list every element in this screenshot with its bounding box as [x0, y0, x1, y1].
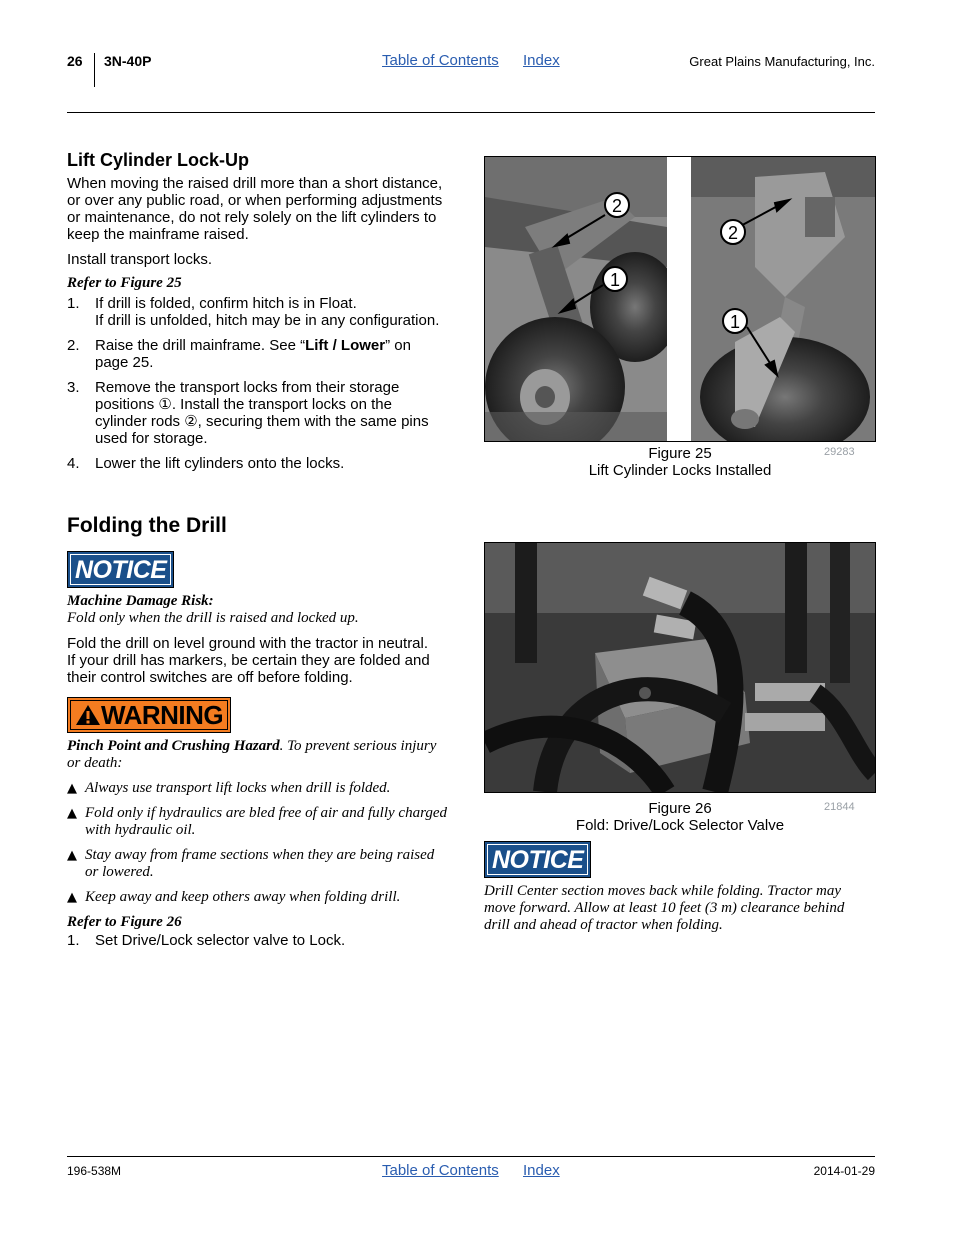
- step-line: page 25.: [95, 354, 154, 371]
- warning-triangle-icon: [75, 704, 101, 726]
- figure-25-id: 29283: [824, 446, 855, 458]
- step-number: 2.: [67, 337, 80, 354]
- figure-title: Fold: Drive/Lock Selector Valve: [575, 817, 785, 834]
- hazard-text-2: or death:: [67, 755, 123, 771]
- notice-line: move forward. Allow at least 10 feet (3 m) clearance behind: [484, 900, 845, 916]
- callout-1: 1: [729, 312, 741, 332]
- fold-body-line: If your drill has markers, be certain they are folded and: [67, 652, 430, 669]
- toc-link[interactable]: Table of Contents: [382, 52, 499, 69]
- bullet-triangle-icon: ▲: [67, 806, 77, 821]
- notice-line: Drill Center section moves back while folding. Tractor may: [484, 883, 842, 899]
- step-line: If drill is folded, confirm hitch is in Float.: [95, 295, 357, 312]
- bullet-triangle-icon: ▲: [67, 781, 77, 796]
- bullet-line: Fold only if hydraulics are bled free of air and fully charged: [85, 805, 448, 821]
- doc-number: 196-538M: [67, 1164, 122, 1178]
- fold-body-line: their control switches are off before folding.: [67, 669, 353, 686]
- model-name: 3N-40P: [104, 53, 152, 69]
- index-link[interactable]: Index: [523, 52, 560, 69]
- step-number: 3.: [67, 379, 80, 396]
- step-line: cylinder rods ②, securing them with the same pins: [95, 413, 429, 430]
- step-number: 1.: [67, 932, 80, 949]
- footer-rule: [67, 1156, 875, 1157]
- footer-toc-link[interactable]: Table of Contents: [382, 1162, 499, 1179]
- bullet-line: Always use transport lift locks when drill is folded.: [85, 780, 391, 796]
- hazard-text: [67, 738, 467, 772]
- notice-label: [67, 551, 174, 588]
- header-rule: [67, 112, 875, 113]
- bullet-line: or lowered.: [85, 864, 154, 880]
- figure-25-photo: [484, 156, 876, 442]
- lift-intro-line: When moving the raised drill more than a short distance,: [67, 175, 443, 192]
- figure-26-caption: [484, 800, 876, 834]
- step-line: Lower the lift cylinders onto the locks.: [95, 455, 345, 472]
- figure-title: Lift Cylinder Locks Installed: [588, 462, 772, 479]
- step-line: Set Drive/Lock selector valve to Lock.: [95, 932, 346, 949]
- lift-lower-ref[interactable]: Lift / Lower: [305, 337, 386, 354]
- warning-text: WARNING: [101, 700, 224, 730]
- refer-figure-26: Refer to Figure 26: [67, 914, 182, 930]
- lift-section-title: Lift Cylinder Lock-Up: [67, 150, 250, 170]
- callout-2: 2: [727, 223, 739, 243]
- bullet-line: with hydraulic oil.: [85, 822, 196, 838]
- callout-2: 2: [611, 196, 623, 216]
- callout-1: 1: [609, 270, 621, 290]
- notice-title: Machine Damage Risk:: [67, 593, 214, 609]
- notice-label-2: [484, 841, 591, 878]
- step-text: ” on: [385, 337, 411, 354]
- header-divider: [94, 53, 95, 87]
- notice-text: NOTICE: [487, 844, 588, 875]
- fold-section-title: Folding the Drill: [67, 514, 227, 537]
- fold-body-line: Fold the drill on level ground with the tractor in neutral.: [67, 635, 429, 652]
- bullet-line: Keep away and keep others away when folding drill.: [85, 889, 401, 905]
- lift-intro-line: keep the mainframe raised.: [67, 226, 249, 243]
- lift-cylinder-locks-image: [485, 157, 875, 441]
- notice-line: drill and ahead of tractor when folding.: [484, 917, 723, 933]
- figure-number: Figure 26: [648, 800, 712, 817]
- page-number: 26: [67, 53, 83, 69]
- hazard-text-1: . To prevent serious injury: [279, 738, 437, 754]
- bullet-line: Stay away from frame sections when they are being raised: [85, 847, 435, 863]
- lift-intro-line: or maintenance, do not rely solely on the lift cylinders to: [67, 209, 437, 226]
- figure-number: Figure 25: [648, 445, 712, 462]
- bullet-triangle-icon: ▲: [67, 848, 77, 863]
- step-line: used for storage.: [95, 430, 208, 447]
- footer-index-link[interactable]: Index: [523, 1162, 560, 1179]
- doc-date: 2014-01-29: [813, 1164, 875, 1178]
- bullet-triangle-icon: ▲: [67, 890, 77, 905]
- selector-valve-image: [485, 543, 875, 792]
- warning-label: [67, 697, 231, 733]
- fold-body: [67, 635, 467, 686]
- figure-26-id: 21844: [824, 801, 855, 813]
- step-line: If drill is unfolded, hitch may be in any configuration.: [95, 312, 440, 329]
- notice-text: NOTICE: [70, 554, 171, 585]
- step-line: positions ①. Install the transport locks on the: [95, 396, 392, 413]
- company-name: Great Plains Manufacturing, Inc.: [689, 54, 875, 69]
- refer-figure-25: Refer to Figure 25: [67, 275, 182, 291]
- step-line: Remove the transport locks from their storage: [95, 379, 400, 396]
- notice-body-2: [484, 883, 884, 934]
- hazard-title: Pinch Point and Crushing Hazard: [67, 738, 280, 754]
- notice-body: Fold only when the drill is raised and locked up.: [67, 610, 359, 626]
- step-number: 1.: [67, 295, 80, 312]
- lift-intro: [67, 175, 467, 243]
- step-text: Raise the drill mainframe. See “: [95, 337, 306, 354]
- lift-intro-line: or over any public road, or when performing adjustments: [67, 192, 443, 209]
- figure-26-photo: [484, 542, 876, 793]
- figure-25-caption: [484, 445, 876, 479]
- step-number: 4.: [67, 455, 80, 472]
- install-text: Install transport locks.: [67, 251, 213, 268]
